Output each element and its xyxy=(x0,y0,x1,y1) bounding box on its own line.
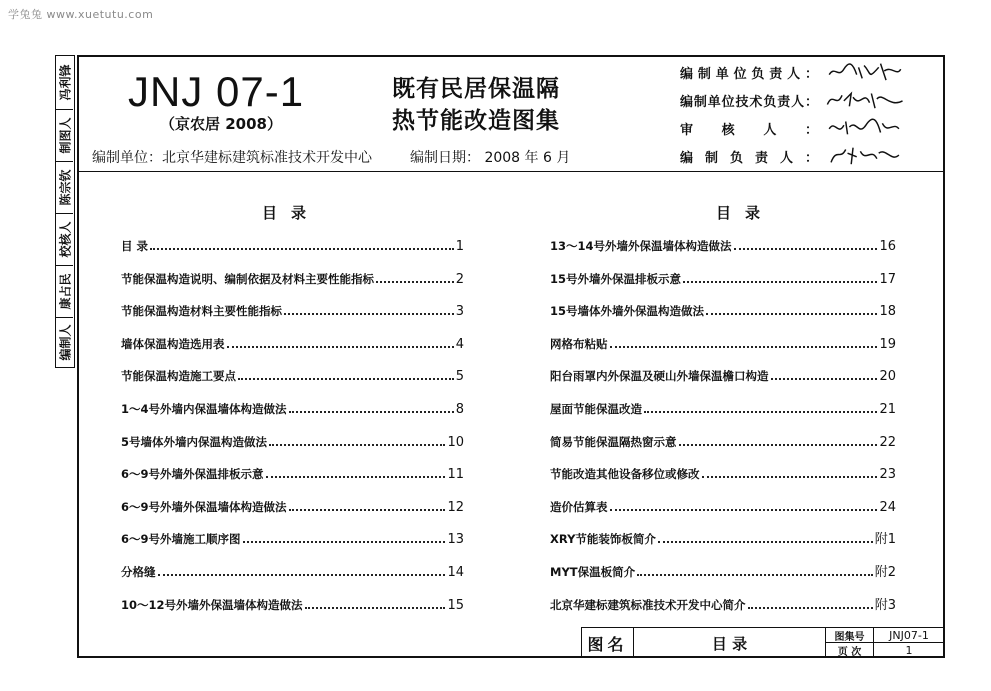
strip-cell xyxy=(56,110,73,162)
toc-row xyxy=(550,265,896,287)
toc-dot-leader xyxy=(734,248,878,250)
atlas-subcode: （京农居 2008） xyxy=(160,115,282,133)
toc-entry-title: 屋面节能保温改造 xyxy=(550,402,642,416)
strip-text: 校核人 xyxy=(58,221,73,258)
toc-entry-page: 11 xyxy=(447,467,464,483)
signature-3 xyxy=(822,116,907,138)
toc-entry-page: 2 xyxy=(455,271,464,287)
toc-row xyxy=(121,460,464,482)
toc-entry-page: 19 xyxy=(879,336,896,352)
toc-entry-title: 节能改造其他设备移位或修改 xyxy=(550,467,700,482)
toc-dot-leader xyxy=(610,509,878,511)
toc-dot-leader xyxy=(269,444,445,446)
toc-dot-leader xyxy=(771,378,878,380)
toc-row xyxy=(550,428,896,450)
title-line-1: 既有民居保温隔 xyxy=(392,76,560,102)
tb-atlas-number: JNJ07-1 xyxy=(874,628,944,643)
toc-entry-page: 21 xyxy=(879,402,896,417)
toc-row xyxy=(550,362,896,384)
responsibility-row xyxy=(680,63,818,82)
atlas-code: JNJ 07-1 xyxy=(128,68,305,115)
toc-entry-page: 16 xyxy=(879,239,896,254)
toc-row xyxy=(121,330,464,352)
tb-label-name: 图名 xyxy=(582,628,634,658)
toc-dot-leader xyxy=(158,574,446,576)
toc-row xyxy=(550,395,896,417)
toc-dot-leader xyxy=(706,313,877,315)
toc-entry-page: 附2 xyxy=(874,565,896,580)
toc-entry-page: 10 xyxy=(447,434,464,450)
strip-cell xyxy=(56,214,73,266)
toc-row xyxy=(550,460,896,482)
toc-entry-page: 18 xyxy=(879,304,896,320)
toc-entry-title: 节能保温构造说明、编制依据及材料主要性能指标 xyxy=(121,271,374,286)
toc-heading-right: 目录 xyxy=(716,204,775,222)
toc-row xyxy=(550,525,896,547)
toc-row xyxy=(121,591,464,613)
toc-entry-page: 8 xyxy=(455,402,464,417)
toc-entry-title: 1～4号外墙内保温墙体构造做法 xyxy=(121,402,287,416)
toc-row xyxy=(550,330,896,352)
toc-entry-title: 15号墙体外墙外保温构造做法 xyxy=(550,304,705,319)
strip-text: 编制人 xyxy=(58,323,73,361)
tb-label-page: 页 次 xyxy=(826,643,874,658)
responsibility-label: 编制单位负责人： xyxy=(680,67,818,82)
signature-1 xyxy=(822,60,907,82)
header-divider xyxy=(77,171,945,172)
title-block xyxy=(581,627,945,658)
toc-row xyxy=(550,297,896,319)
toc-entry-page: 12 xyxy=(447,499,464,515)
toc-entry-title: 5号墙体外墙内保温构造做法 xyxy=(121,434,268,449)
toc-entry-page: 24 xyxy=(879,499,896,515)
toc-dot-leader xyxy=(284,313,454,315)
toc-entry-title: 节能保温构造施工要点 xyxy=(121,369,236,384)
signature-4 xyxy=(822,144,907,166)
toc-entry-title: 墙体保温构造选用表 xyxy=(121,336,225,351)
watermark: 学兔兔 www.xuetutu.com xyxy=(8,8,154,21)
strip-text: 冯利锋 xyxy=(58,64,73,101)
toc-entry-title: 6～9号外墙外保温排板示意 xyxy=(121,467,264,482)
toc-row xyxy=(550,591,896,613)
strip-text: 制图人 xyxy=(58,117,73,154)
toc-entry-page: 3 xyxy=(455,304,464,320)
toc-entry-title: 北京华建标建筑标准技术开发中心简介 xyxy=(550,597,746,612)
toc-entry-page: 15 xyxy=(447,597,464,613)
toc-entry-page: 23 xyxy=(879,467,896,483)
side-signature-strip xyxy=(55,55,75,368)
toc-dot-leader xyxy=(289,509,446,511)
toc-row xyxy=(121,232,464,254)
toc-row xyxy=(121,265,464,287)
strip-cell xyxy=(56,162,73,214)
responsibility-row xyxy=(680,119,818,138)
signature-2 xyxy=(822,88,907,110)
toc-dot-leader xyxy=(702,476,878,478)
toc-dot-leader xyxy=(305,607,446,609)
responsibility-row xyxy=(680,91,818,110)
toc-dot-leader xyxy=(679,444,878,446)
toc-entry-title: 15号外墙外保温排板示意 xyxy=(550,271,682,286)
toc-dot-leader xyxy=(266,476,446,478)
toc-entry-page: 22 xyxy=(879,434,896,450)
toc-entry-page: 附1 xyxy=(874,532,896,548)
toc-dot-leader xyxy=(644,411,877,413)
toc-entry-title: 造价估算表 xyxy=(550,499,608,514)
toc-entry-page: 14 xyxy=(447,565,464,580)
toc-entry-title: 6～9号外墙施工顺序图 xyxy=(121,532,241,547)
toc-row xyxy=(121,297,464,319)
toc-row xyxy=(121,395,464,417)
responsibility-label: 编制负责人： xyxy=(680,151,818,166)
toc-entry-title: 简易节能保温隔热窗示意 xyxy=(550,434,677,449)
toc-entry-page: 13 xyxy=(447,532,464,548)
toc-dot-leader xyxy=(637,574,873,576)
responsibility-row xyxy=(680,147,818,166)
toc-entry-title: 10～12号外墙外保温墙体构造做法 xyxy=(121,597,303,612)
toc-dot-leader xyxy=(227,346,454,348)
toc-heading-left: 目录 xyxy=(262,204,321,222)
title-line-2: 热节能改造图集 xyxy=(392,108,560,134)
tb-page-number: 1 xyxy=(905,644,913,657)
toc-dot-leader xyxy=(683,281,877,283)
toc-entry-title: 6～9号外墙外保温墙体构造做法 xyxy=(121,499,287,514)
toc-entry-page: 17 xyxy=(879,271,896,287)
toc-entry-title: 13～14号外墙外保温墙体构造做法 xyxy=(550,239,732,253)
strip-text: 康占民 xyxy=(58,273,73,310)
toc-dot-leader xyxy=(658,541,873,543)
toc-row xyxy=(550,493,896,515)
toc-row xyxy=(121,493,464,515)
toc-entry-title: 目 录 xyxy=(121,239,149,253)
tb-label-atlas: 图集号 xyxy=(826,628,874,643)
strip-cell xyxy=(56,266,73,318)
toc-dot-leader xyxy=(150,248,454,250)
toc-row xyxy=(121,428,464,450)
toc-row xyxy=(550,232,896,254)
toc-entry-title: XRY节能装饰板简介 xyxy=(550,532,656,547)
responsibility-label: 审核人： xyxy=(680,123,818,138)
toc-entry-title: 网格布粘贴 xyxy=(550,336,608,351)
toc-dot-leader xyxy=(610,346,878,348)
toc-dot-leader xyxy=(238,378,454,380)
toc-entry-page: 附3 xyxy=(874,597,896,613)
responsibility-label: 编制单位技术负责人： xyxy=(680,95,818,110)
compiling-date: 编制日期： 2008 年 6 月 xyxy=(410,150,571,166)
toc-entry-page: 5 xyxy=(455,369,464,385)
strip-text: 陈宗钦 xyxy=(58,169,73,206)
toc-entry-page: 1 xyxy=(455,239,464,254)
toc-entry-title: 阳台雨罩内外保温及硬山外墙保温檐口构造 xyxy=(550,369,769,384)
strip-cell xyxy=(56,318,73,366)
strip-cell xyxy=(56,56,73,110)
toc-dot-leader xyxy=(376,281,454,283)
compiling-unit: 编制单位：北京华建标建筑标准技术开发中心 xyxy=(92,150,372,166)
toc-dot-leader xyxy=(289,411,454,413)
toc-entry-page: 20 xyxy=(879,369,896,385)
toc-row xyxy=(121,558,464,580)
toc-row xyxy=(121,362,464,384)
toc-row xyxy=(121,525,464,547)
toc-dot-leader xyxy=(243,541,446,543)
toc-entry-page: 4 xyxy=(455,336,464,352)
toc-dot-leader xyxy=(748,607,873,609)
toc-entry-title: 分格缝 xyxy=(121,565,156,579)
tb-drawing-name: 目 录 xyxy=(634,628,826,658)
atlas-title xyxy=(392,73,560,137)
toc-entry-title: MYT保温板简介 xyxy=(550,565,636,579)
toc-entry-title: 节能保温构造材料主要性能指标 xyxy=(121,304,282,319)
toc-row xyxy=(550,558,896,580)
